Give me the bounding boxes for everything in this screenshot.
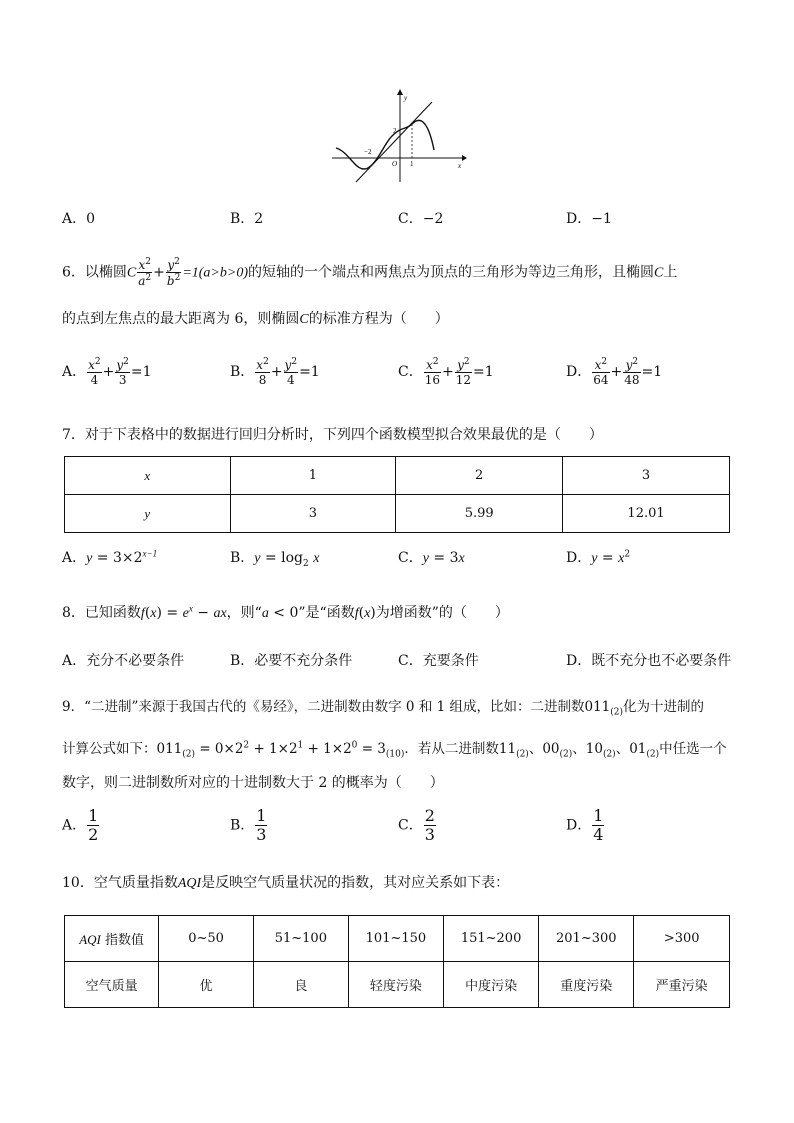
q6-mid: 的短轴的一个端点和两焦点为顶点的三角形为等边三角形，且椭圆: [247, 264, 654, 281]
q6-option-c[interactable]: C． $\frac{x^2}{16}$ + $\frac{y^2}{12}$ =1: [398, 357, 494, 387]
q6-option-a[interactable]: A． $\frac{x^2}{4}$ + $\frac{y^2}{3}$ =1: [62, 357, 152, 387]
q5-option-d[interactable]: D．−1: [566, 211, 612, 227]
q7-option-c[interactable]: C．y = 3x: [398, 550, 465, 566]
q9-stem-line2: 计算公式如下：$011_{(2)} = 0\times 2^2 + 1\times 2^1 + 1\times 2^0 = 3_{(10)}$．若从二进制数$11_{(2)}$、$00_{(2)}$、$10_{(2)}$、$01_{(2)}$中任选一个: [62, 740, 727, 760]
q6-prefix: 6．以椭圆: [62, 264, 127, 281]
q9-option-b[interactable]: B． $\frac{1}{3}$: [230, 806, 267, 844]
q8-option-d[interactable]: D．既不充分也不必要条件: [566, 653, 732, 669]
y-label: y: [404, 94, 408, 102]
q8-option-c[interactable]: C．充要条件: [398, 653, 479, 669]
q10-stem: 10．空气质量指数AQI是反映空气质量状况的指数，其对应关系如下表：: [62, 875, 510, 891]
q8-option-b[interactable]: B．必要不充分条件: [230, 653, 353, 669]
tangent-line: [356, 102, 432, 182]
q9-option-d[interactable]: D． $\frac{1}{4}$: [566, 806, 604, 844]
ellipse-name: C: [126, 265, 137, 281]
x-axis-arrow-icon: [462, 155, 467, 161]
curve: [336, 120, 434, 169]
q5-option-c[interactable]: C．−2: [398, 211, 444, 227]
table-row: y 3 5.99 12.01: [65, 495, 730, 533]
q8-stem: 8．已知函数$f(x) = e^x$ − ax，则“a < 0”是“函数f(x)为增函数”的（ ）: [62, 603, 509, 621]
q5-option-a[interactable]: A．0: [62, 211, 96, 227]
q7-option-b[interactable]: B．$y = \log_2 x$: [230, 550, 320, 569]
q9-stem-line1: 9．“二进制”来源于我国古代的《易经》，二进制数由数字 0 和 1 组成，比如：二进制数$011_{(2)}$化为十进制的: [62, 699, 705, 718]
aqi-table: [64, 915, 730, 1008]
fraction-x2-a2: $\frac{x^2}{a^2}$: [138, 257, 152, 288]
fraction-y2-b2: $\frac{y^2}{b^2}$: [166, 257, 181, 288]
q9-stem-line3: 数字，则二进制数所对应的十进制数大于 2 的概率为（ ）: [62, 775, 444, 791]
q6-stem-line2: 的点到左焦点的最大距离为 6，则椭圆C的标准方程为（ ）: [62, 311, 449, 327]
q9-option-c[interactable]: C． $\frac{2}{3}$: [398, 806, 435, 844]
table-row: AQI 指数值 0~50 51~100 101~150 151~200 201~300 >300: [65, 916, 730, 962]
origin-label: O: [392, 160, 398, 168]
tick-2-label: 2: [393, 127, 397, 135]
tick-neg2-label: −2: [364, 148, 372, 156]
q8-option-a[interactable]: A．充分不必要条件: [62, 653, 185, 669]
q7-data-table: [64, 456, 730, 533]
y-axis-arrow-icon: [397, 89, 403, 95]
q6-stem-line1: 6．以椭圆C $\frac{x^2}{a^2}$ + $\frac{y^2}{b^2}$ =1(a>b>0)的短轴的一个端点和两焦点为顶点的三角形为等边三角形，且椭圆C上: [62, 257, 678, 288]
x-label: x: [458, 162, 462, 170]
tick-1-label: 1: [410, 160, 414, 168]
table-row: x 1 2 3: [65, 457, 730, 495]
q7-stem: 7．对于下表格中的数据进行回归分析时，下列四个函数模型拟合效果最优的是（ ）: [62, 427, 603, 443]
table-row: 空气质量 优 良 轻度污染 中度污染 重度污染 严重污染: [65, 962, 730, 1008]
function-graph-figure: [322, 86, 470, 186]
q9-option-a[interactable]: A． $\frac{1}{2}$: [62, 806, 99, 844]
q6-option-b[interactable]: B． $\frac{x^2}{8}$ + $\frac{y^2}{4}$ =1: [230, 357, 320, 387]
q6-option-d[interactable]: D． $\frac{x^2}{64}$ + $\frac{y^2}{48}$ =1: [566, 357, 663, 387]
q5-option-b[interactable]: B．2: [230, 211, 264, 227]
q7-option-a[interactable]: A．$y = 3\times 2^{x-1}$: [62, 548, 158, 566]
q7-option-d[interactable]: D．$y = x^2$: [566, 549, 631, 566]
